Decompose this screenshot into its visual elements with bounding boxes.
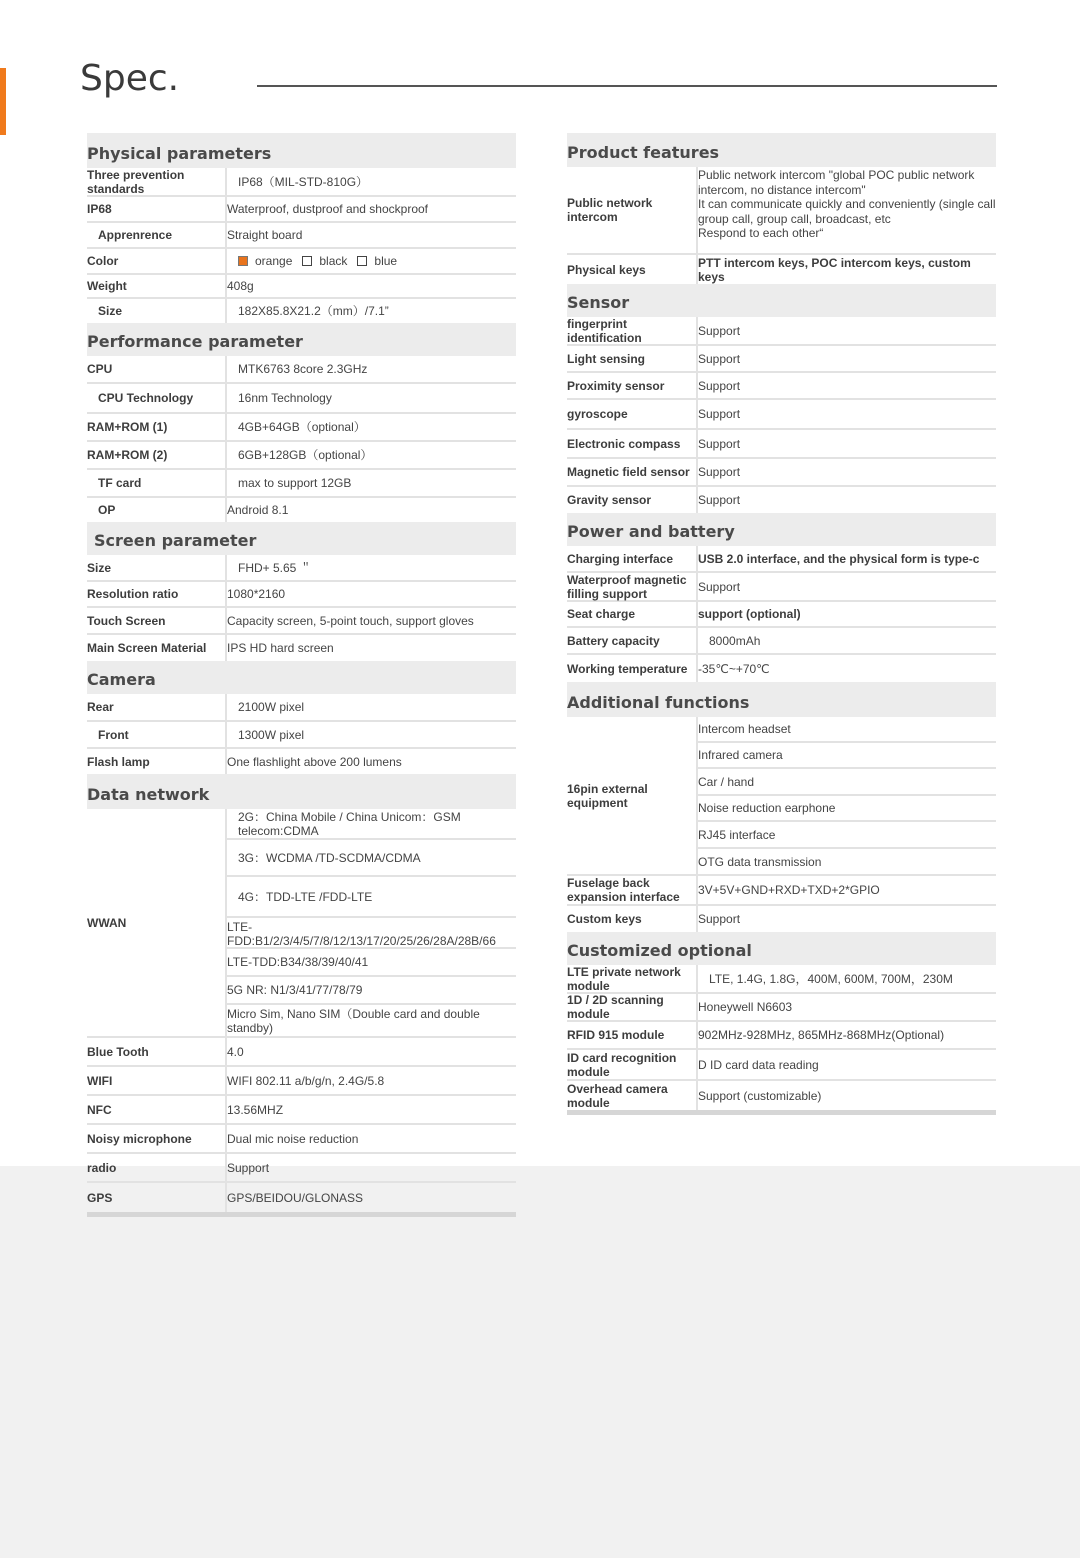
section-heading-power: Power and battery [567,513,996,546]
spec-value: 4GB+64GB（optional） [225,414,516,440]
color-options [225,249,516,273]
spec-value-line: Public network intercom "global POC public network intercom, no distance intercom" [698,168,975,197]
spec-row [567,876,996,906]
spec-label: Flash lamp [87,754,150,769]
spec-value: Support [696,487,996,513]
spec-label: Working temperature [567,661,688,676]
spec-row [567,346,996,373]
spec-label: Proximity sensor [567,378,665,393]
spec-row [567,994,996,1022]
spec-row [87,582,516,608]
spec-value: Support [696,373,996,398]
spec-label: Main Screen Material [87,641,207,655]
table-end-bar [567,1110,996,1115]
spec-value: 13.56MHZ [225,1096,516,1123]
spec-value: FHD+ 5.65 ＂ [225,555,516,580]
spec-row [567,573,996,602]
spec-value: Support (customizable) [696,1081,996,1110]
spec-value: 1300W pixel [225,722,516,747]
spec-value: 3V+5V+GND+RXD+TXD+2*GPIO [696,876,996,904]
left-spec-column [87,133,516,1217]
spec-row [87,749,516,774]
right-spec-column [567,133,996,1115]
spec-label: Blue Tooth [87,1044,149,1059]
spec-row [87,1183,516,1212]
spec-value: LTE, 1.4G, 1.8G，400M, 600M, 700M，230M [696,965,996,992]
spec-label: Size [98,304,123,318]
checkbox-empty-icon [302,256,312,266]
spec-label: Weight [87,279,127,293]
spec-row [567,487,996,513]
spec-row [567,655,996,682]
spec-label: CPU Technology [98,391,194,405]
spec-label: Public network intercom [567,196,653,224]
spec-value: 1080*2160 [225,582,516,606]
spec-row [87,275,516,299]
spec-row [567,906,996,932]
spec-row [87,555,516,582]
spec-value: Support [696,573,996,600]
spec-label: Light sensing [567,351,645,366]
equipment-item: RJ45 interface [698,822,996,849]
color-option-orange[interactable]: orange [238,254,292,268]
spec-label: 16pin external equipment [567,781,648,810]
section-heading-sensor: Sensor [567,284,996,317]
spec-row [567,430,996,459]
spec-row [567,1050,996,1081]
spec-value: 4.0 [225,1038,516,1065]
spec-label: ID card recognition module [567,1050,677,1079]
spec-row [87,414,516,442]
spec-label: Resolution ratio [87,587,179,601]
section-heading-physical: Physical parameters [87,133,516,168]
title-divider [257,85,997,87]
spec-value: IP68（MIL-STD-810G） [225,168,516,195]
spec-value: Android 8.1 [225,498,516,522]
wwan-value: Micro Sim, Nano SIM（Double card and double standby) [227,1007,480,1035]
spec-value: Honeywell N6603 [696,994,996,1020]
spec-value-line: It can communicate quickly and conveniently (single call group call, group call, broadcast, etc [698,197,996,226]
equipment-item: Noise reduction earphone [698,796,996,822]
spec-value: MTK6763 8core 2.3GHz [225,356,516,382]
spec-label: WIFI [87,1073,113,1088]
spec-value: D ID card data reading [696,1050,996,1079]
section-heading-customized: Customized optional [567,932,996,965]
spec-row [567,546,996,573]
wwan-value: 2G：China Mobile / China Unicom：GSM telecom:CDMA [227,809,516,840]
spec-value: Dual mic noise reduction [225,1125,516,1152]
section-heading-performance: Performance parameter [87,323,516,356]
spec-value: 902MHz-928MHz, 865MHz-868MHz(Optional) [696,1022,996,1048]
spec-row [567,628,996,655]
spec-label: GPS [87,1190,113,1205]
spec-row [567,459,996,487]
spec-label: RFID 915 module [567,1028,665,1042]
section-heading-data-network: Data network [87,774,516,809]
spec-label: Front [98,727,129,742]
spec-label: fingerprint identification [567,316,642,345]
spec-label: Waterproof magnetic filling support [567,572,687,601]
spec-label: Noisy microphone [87,1131,192,1146]
spec-label: 1D / 2D scanning module [567,993,664,1021]
spec-row [87,635,516,661]
spec-value: support (optional) [696,602,996,626]
equipment-item: Car / hand [698,769,996,796]
spec-row [87,168,516,197]
checkbox-empty-icon [357,256,367,266]
wwan-row [87,809,516,1038]
spec-label: Touch Screen [87,613,166,628]
spec-label: RAM+ROM (2) [87,448,168,462]
spec-row [87,608,516,635]
spec-label: Seat charge [567,607,636,621]
spec-label: Three prevention standards [87,167,185,196]
spec-label: Battery capacity [567,633,660,648]
section-heading-camera: Camera [87,661,516,694]
spec-value: Waterproof, dustproof and shockproof [225,197,516,221]
spec-value: USB 2.0 interface, and the physical form is type-c [696,546,996,571]
spec-row-color [87,249,516,275]
spec-value: Support [696,400,996,428]
spec-label: Fuselage back expansion interface [567,876,680,904]
spec-value: Support [696,906,996,932]
spec-label: TF card [98,476,142,490]
page-title: Spec. [80,58,180,99]
spec-row [87,498,516,522]
spec-label: Charging interface [567,551,674,566]
spec-value: Support [696,459,996,485]
spec-label: radio [87,1160,117,1175]
spec-label: LTE private network module [567,964,681,993]
spec-label: Magnetic field sensor [567,465,690,479]
spec-value-multiline [696,167,996,253]
spec-row [87,1125,516,1154]
color-option-blue[interactable]: blue [357,254,397,268]
section-heading-screen: Screen parameter [87,522,516,555]
table-end-bar [87,1212,516,1217]
color-option-black[interactable]: black [302,254,347,268]
wwan-value: 3G：WCDMA /TD-SCDMA/CDMA [227,840,516,877]
spec-row [87,1096,516,1125]
spec-row [567,400,996,430]
wwan-value: LTE-FDD:B1/2/3/4/5/7/8/12/13/17/20/25/26/28A/28B/66 [227,918,516,949]
spec-label: Overhead camera module [567,1081,668,1110]
spec-row [87,694,516,722]
spec-row [567,255,996,284]
spec-value: 6GB+128GB（optional） [225,442,516,468]
spec-label: IP68 [87,202,112,216]
wwan-value: 5G NR: N1/3/41/77/78/79 [227,977,516,1005]
spec-label: Apprenrence [98,228,173,242]
spec-value: PTT intercom keys, POC intercom keys, custom keys [696,255,996,284]
spec-row [87,223,516,249]
spec-row [567,1022,996,1050]
spec-value: Support [696,346,996,371]
wwan-values [225,809,516,1036]
equipment-item: Intercom headset [698,717,996,743]
section-heading-features: Product features [567,133,996,167]
spec-row [87,1038,516,1067]
spec-row [567,167,996,255]
spec-row [87,384,516,414]
spec-row [567,373,996,400]
section-heading-additional: Additional functions [567,682,996,717]
external-equipment-values [696,717,996,874]
spec-row [87,197,516,223]
spec-label: Gravity sensor [567,493,652,507]
spec-label: NFC [87,1102,112,1117]
wwan-value: 4G：TDD-LTE /FDD-LTE [227,877,516,918]
spec-row [567,1081,996,1110]
spec-value: 408g [225,275,516,297]
spec-row [87,1154,516,1183]
equipment-item: OTG data transmission [698,854,822,869]
spec-row [87,356,516,384]
accent-bar [0,68,6,135]
spec-label: OP [98,503,116,517]
spec-value: One flashlight above 200 lumens [225,749,516,774]
spec-value: 8000mAh [696,628,996,653]
spec-value: max to support 12GB [225,470,516,496]
spec-label: Size [87,560,112,575]
spec-label: Electronic compass [567,436,681,451]
spec-value: Straight board [225,223,516,247]
spec-row [87,299,516,323]
spec-label: Custom keys [567,912,642,926]
spec-value: WIFI 802.11 a/b/g/n, 2.4G/5.8 [225,1067,516,1094]
spec-row [87,442,516,470]
spec-value: 182X85.8X21.2（mm）/7.1” [225,299,516,323]
spec-value: Support [696,317,996,344]
spec-label: Rear [87,700,114,714]
spec-value: 16nm Technology [225,384,516,412]
spec-row [567,965,996,994]
spec-value: IPS HD hard screen [225,635,516,661]
spec-label: RAM+ROM (1) [87,420,168,434]
spec-label: gyroscope [567,407,628,421]
spec-value: GPS/BEIDOU/GLONASS [225,1183,516,1212]
external-equipment-row [567,717,996,876]
spec-value: Support [225,1154,516,1181]
spec-label: Color [87,254,119,268]
spec-value: Support [696,430,996,457]
spec-label: Physical keys [567,262,646,277]
wwan-value: LTE-TDD:B34/38/39/40/41 [227,949,516,977]
spec-label: WWAN [87,915,127,930]
spec-row [567,602,996,628]
checkbox-checked-icon [238,256,248,266]
spec-row [567,317,996,346]
spec-value-line: Respond to each other“ [698,226,824,240]
spec-row [87,470,516,498]
equipment-item: Infrared camera [698,743,996,769]
spec-value: -35℃~+70℃ [696,655,996,682]
spec-row [87,722,516,749]
spec-label: CPU [87,362,113,376]
spec-value: 2100W pixel [225,694,516,720]
spec-row [87,1067,516,1096]
spec-value: Capacity screen, 5-point touch, support gloves [225,608,516,633]
